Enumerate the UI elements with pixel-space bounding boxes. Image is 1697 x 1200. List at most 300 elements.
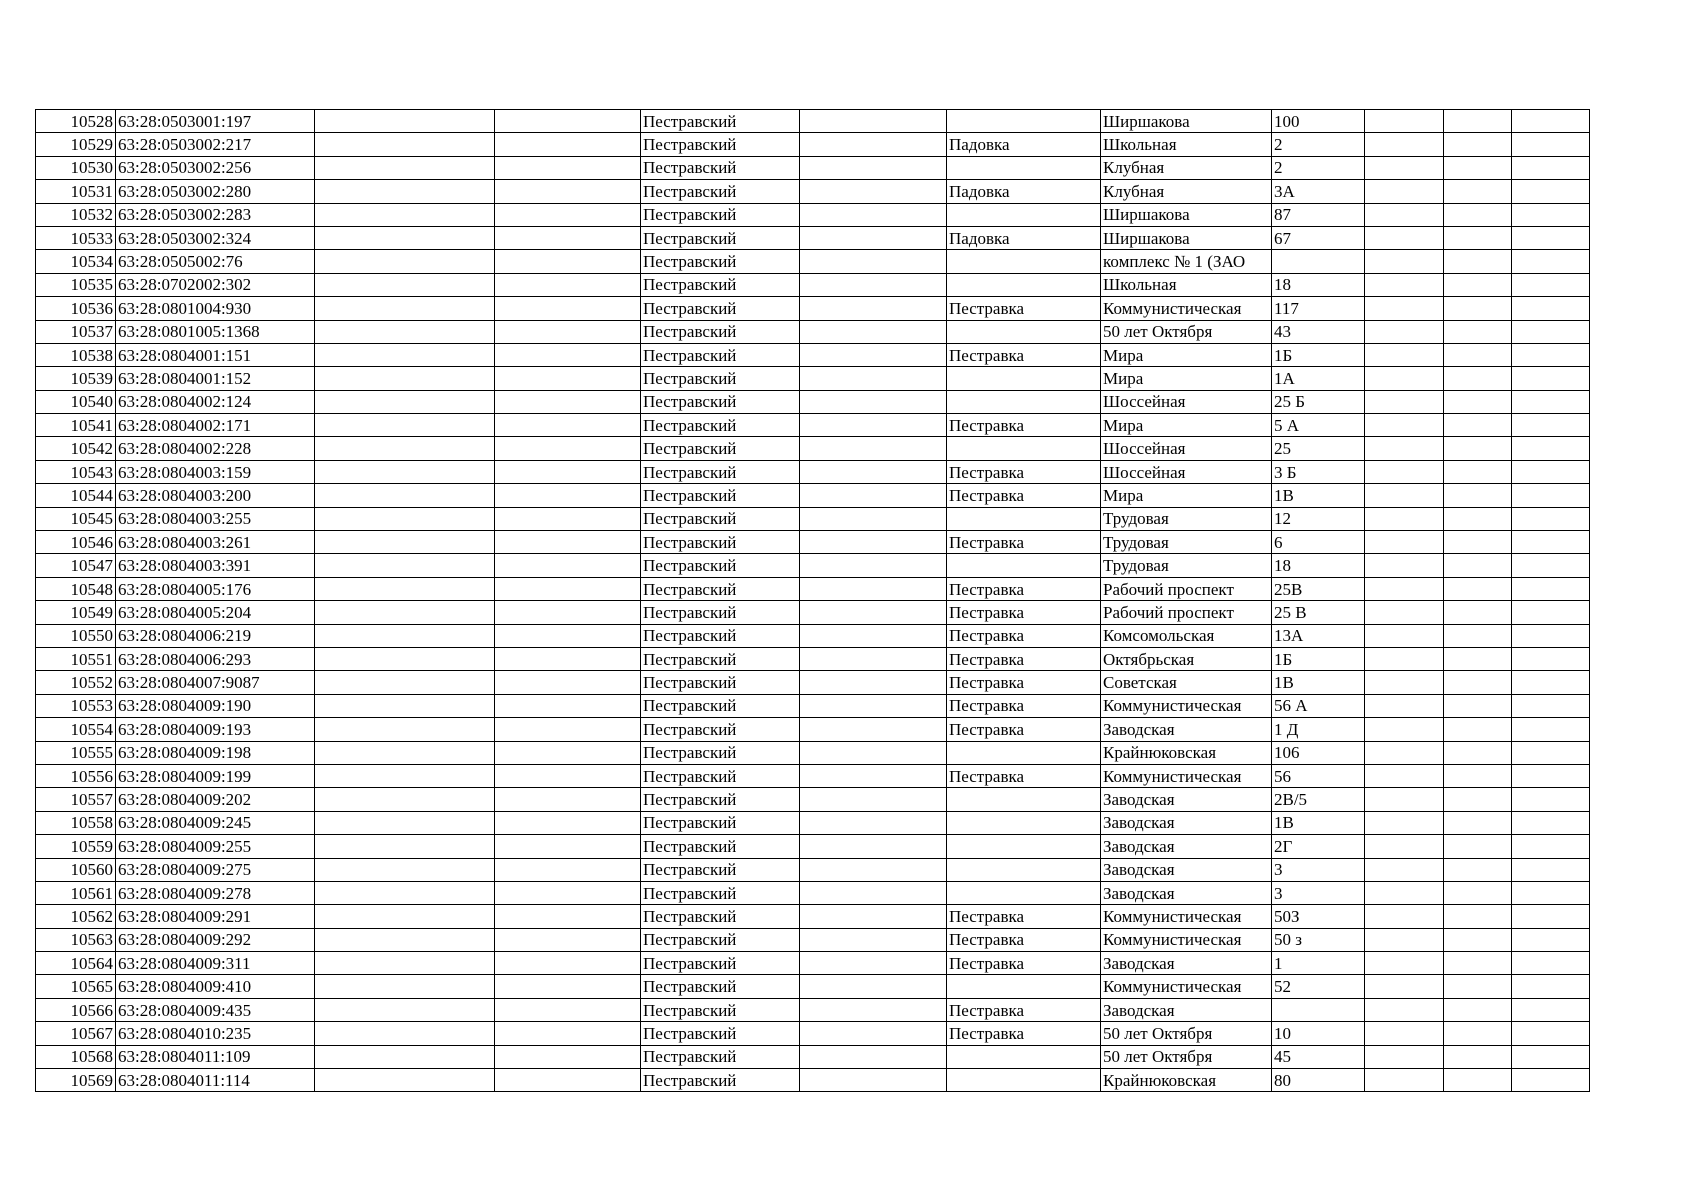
cell-row-number: 10549 bbox=[36, 601, 116, 624]
cell-col-11 bbox=[1444, 811, 1512, 834]
cell-cadastral-number: 63:28:0804001:151 bbox=[116, 343, 315, 366]
cell-row-number: 10536 bbox=[36, 297, 116, 320]
cell-col-12 bbox=[1512, 297, 1590, 320]
cell-col-3 bbox=[315, 133, 495, 156]
cell-row-number: 10553 bbox=[36, 694, 116, 717]
cell-col-3 bbox=[315, 1069, 495, 1092]
cell-row-number: 10547 bbox=[36, 554, 116, 577]
cell-settlement bbox=[947, 881, 1101, 904]
table-row bbox=[36, 694, 1590, 717]
cell-house-number: 106 bbox=[1272, 741, 1365, 764]
cell-street: Заводская bbox=[1101, 858, 1272, 881]
cell-settlement bbox=[947, 835, 1101, 858]
cell-col-6 bbox=[800, 203, 947, 226]
cell-col-10 bbox=[1365, 250, 1444, 273]
table-row bbox=[36, 601, 1590, 624]
cell-col-3 bbox=[315, 835, 495, 858]
cell-street: Коммунистическая bbox=[1101, 975, 1272, 998]
cell-col-4 bbox=[495, 718, 641, 741]
cell-col-10 bbox=[1365, 694, 1444, 717]
cell-row-number: 10551 bbox=[36, 647, 116, 670]
cell-row-number: 10567 bbox=[36, 1022, 116, 1045]
cell-col-10 bbox=[1365, 764, 1444, 787]
cell-col-12 bbox=[1512, 437, 1590, 460]
cell-house-number: 18 bbox=[1272, 554, 1365, 577]
cell-col-11 bbox=[1444, 671, 1512, 694]
cell-col-11 bbox=[1444, 226, 1512, 249]
table-row bbox=[36, 554, 1590, 577]
cell-cadastral-number: 63:28:0804002:124 bbox=[116, 390, 315, 413]
cell-cadastral-number: 63:28:0801004:930 bbox=[116, 297, 315, 320]
cell-settlement: Падовка bbox=[947, 226, 1101, 249]
cell-col-4 bbox=[495, 928, 641, 951]
cell-col-11 bbox=[1444, 577, 1512, 600]
cell-row-number: 10540 bbox=[36, 390, 116, 413]
cell-col-10 bbox=[1365, 577, 1444, 600]
cell-district: Пестравский bbox=[641, 671, 800, 694]
cell-col-3 bbox=[315, 928, 495, 951]
cell-district: Пестравский bbox=[641, 788, 800, 811]
table-row bbox=[36, 156, 1590, 179]
table-row bbox=[36, 203, 1590, 226]
cell-col-11 bbox=[1444, 531, 1512, 554]
cell-col-3 bbox=[315, 507, 495, 530]
cell-row-number: 10561 bbox=[36, 881, 116, 904]
cell-col-3 bbox=[315, 881, 495, 904]
cell-col-10 bbox=[1365, 601, 1444, 624]
cell-col-10 bbox=[1365, 507, 1444, 530]
cell-street: Комсомольская bbox=[1101, 624, 1272, 647]
cell-col-6 bbox=[800, 694, 947, 717]
cell-street: Мира bbox=[1101, 367, 1272, 390]
cell-col-11 bbox=[1444, 460, 1512, 483]
cell-cadastral-number: 63:28:0804009:198 bbox=[116, 741, 315, 764]
cell-col-10 bbox=[1365, 741, 1444, 764]
cell-col-3 bbox=[315, 905, 495, 928]
cell-house-number: 80 bbox=[1272, 1069, 1365, 1092]
cell-col-11 bbox=[1444, 952, 1512, 975]
cell-col-12 bbox=[1512, 811, 1590, 834]
cell-house-number: 56 А bbox=[1272, 694, 1365, 717]
cell-col-6 bbox=[800, 998, 947, 1021]
cell-col-3 bbox=[315, 577, 495, 600]
cell-row-number: 10541 bbox=[36, 414, 116, 437]
cell-col-4 bbox=[495, 531, 641, 554]
cell-street: Заводская bbox=[1101, 952, 1272, 975]
cell-district: Пестравский bbox=[641, 133, 800, 156]
cell-col-12 bbox=[1512, 835, 1590, 858]
cell-row-number: 10529 bbox=[36, 133, 116, 156]
cell-col-6 bbox=[800, 437, 947, 460]
cell-street: Крайнюковская bbox=[1101, 1069, 1272, 1092]
table-row bbox=[36, 460, 1590, 483]
cell-col-4 bbox=[495, 180, 641, 203]
cell-district: Пестравский bbox=[641, 273, 800, 296]
cell-row-number: 10554 bbox=[36, 718, 116, 741]
cell-col-10 bbox=[1365, 647, 1444, 670]
cell-row-number: 10534 bbox=[36, 250, 116, 273]
cell-district: Пестравский bbox=[641, 858, 800, 881]
table-row bbox=[36, 858, 1590, 881]
cell-street: Коммунистическая bbox=[1101, 928, 1272, 951]
table-row bbox=[36, 367, 1590, 390]
cell-col-3 bbox=[315, 531, 495, 554]
cell-col-4 bbox=[495, 320, 641, 343]
cell-col-12 bbox=[1512, 320, 1590, 343]
cell-house-number: 87 bbox=[1272, 203, 1365, 226]
cell-cadastral-number: 63:28:0804009:275 bbox=[116, 858, 315, 881]
cell-col-10 bbox=[1365, 460, 1444, 483]
cell-col-11 bbox=[1444, 390, 1512, 413]
table-row bbox=[36, 624, 1590, 647]
cell-row-number: 10528 bbox=[36, 110, 116, 133]
cell-street: Заводская bbox=[1101, 811, 1272, 834]
cell-district: Пестравский bbox=[641, 554, 800, 577]
cell-house-number: 1Б bbox=[1272, 343, 1365, 366]
cell-street: Шоссейная bbox=[1101, 437, 1272, 460]
cell-col-3 bbox=[315, 180, 495, 203]
cell-settlement bbox=[947, 367, 1101, 390]
cell-col-10 bbox=[1365, 1022, 1444, 1045]
cell-col-3 bbox=[315, 484, 495, 507]
cell-col-12 bbox=[1512, 975, 1590, 998]
cell-col-12 bbox=[1512, 531, 1590, 554]
cell-row-number: 10559 bbox=[36, 835, 116, 858]
cell-district: Пестравский bbox=[641, 390, 800, 413]
cell-col-12 bbox=[1512, 367, 1590, 390]
cell-settlement bbox=[947, 741, 1101, 764]
cell-col-6 bbox=[800, 928, 947, 951]
cell-district: Пестравский bbox=[641, 577, 800, 600]
cell-col-11 bbox=[1444, 1022, 1512, 1045]
cell-col-10 bbox=[1365, 110, 1444, 133]
cell-street: Мира bbox=[1101, 484, 1272, 507]
cell-col-3 bbox=[315, 414, 495, 437]
cell-col-6 bbox=[800, 390, 947, 413]
cell-col-12 bbox=[1512, 1069, 1590, 1092]
cell-col-10 bbox=[1365, 320, 1444, 343]
cell-col-3 bbox=[315, 390, 495, 413]
cell-col-12 bbox=[1512, 858, 1590, 881]
table-row bbox=[36, 881, 1590, 904]
cell-col-12 bbox=[1512, 1045, 1590, 1068]
cell-house-number: 3А bbox=[1272, 180, 1365, 203]
cell-district: Пестравский bbox=[641, 156, 800, 179]
cell-col-10 bbox=[1365, 226, 1444, 249]
cell-cadastral-number: 63:28:0804009:278 bbox=[116, 881, 315, 904]
cell-house-number bbox=[1272, 250, 1365, 273]
cell-col-10 bbox=[1365, 998, 1444, 1021]
cell-row-number: 10535 bbox=[36, 273, 116, 296]
cell-settlement bbox=[947, 1045, 1101, 1068]
cell-col-11 bbox=[1444, 110, 1512, 133]
cell-settlement: Пестравка bbox=[947, 647, 1101, 670]
table-body bbox=[36, 110, 1590, 1092]
cell-col-6 bbox=[800, 788, 947, 811]
cell-col-6 bbox=[800, 975, 947, 998]
table-row bbox=[36, 390, 1590, 413]
cell-col-6 bbox=[800, 811, 947, 834]
cell-cadastral-number: 63:28:0804009:292 bbox=[116, 928, 315, 951]
cell-col-6 bbox=[800, 554, 947, 577]
cell-district: Пестравский bbox=[641, 718, 800, 741]
cell-col-3 bbox=[315, 320, 495, 343]
cadastral-table bbox=[35, 109, 1590, 1092]
cell-cadastral-number: 63:28:0804010:235 bbox=[116, 1022, 315, 1045]
cell-col-11 bbox=[1444, 1045, 1512, 1068]
cell-col-4 bbox=[495, 905, 641, 928]
cell-col-3 bbox=[315, 554, 495, 577]
cell-col-3 bbox=[315, 858, 495, 881]
cell-col-6 bbox=[800, 133, 947, 156]
cell-col-11 bbox=[1444, 718, 1512, 741]
cell-col-12 bbox=[1512, 577, 1590, 600]
cell-district: Пестравский bbox=[641, 835, 800, 858]
cell-col-6 bbox=[800, 297, 947, 320]
cell-house-number: 10 bbox=[1272, 1022, 1365, 1045]
cell-col-3 bbox=[315, 437, 495, 460]
cell-col-4 bbox=[495, 811, 641, 834]
cell-cadastral-number: 63:28:0804003:255 bbox=[116, 507, 315, 530]
cell-cadastral-number: 63:28:0804009:410 bbox=[116, 975, 315, 998]
table-row bbox=[36, 484, 1590, 507]
cell-col-10 bbox=[1365, 554, 1444, 577]
cell-house-number: 1В bbox=[1272, 811, 1365, 834]
cell-row-number: 10546 bbox=[36, 531, 116, 554]
cell-col-6 bbox=[800, 858, 947, 881]
cell-settlement: Пестравка bbox=[947, 998, 1101, 1021]
cell-row-number: 10560 bbox=[36, 858, 116, 881]
cell-col-3 bbox=[315, 764, 495, 787]
cell-house-number: 1Б bbox=[1272, 647, 1365, 670]
cell-col-12 bbox=[1512, 718, 1590, 741]
cell-col-4 bbox=[495, 601, 641, 624]
cell-col-11 bbox=[1444, 764, 1512, 787]
cell-cadastral-number: 63:28:0804009:199 bbox=[116, 764, 315, 787]
cell-settlement: Пестравка bbox=[947, 343, 1101, 366]
cell-col-12 bbox=[1512, 788, 1590, 811]
cell-house-number bbox=[1272, 998, 1365, 1021]
cell-street: Рабочий проспект bbox=[1101, 577, 1272, 600]
cell-district: Пестравский bbox=[641, 507, 800, 530]
cell-district: Пестравский bbox=[641, 881, 800, 904]
table-row bbox=[36, 741, 1590, 764]
cell-row-number: 10564 bbox=[36, 952, 116, 975]
cell-settlement: Пестравка bbox=[947, 694, 1101, 717]
cell-col-6 bbox=[800, 273, 947, 296]
table-row bbox=[36, 764, 1590, 787]
cell-house-number: 12 bbox=[1272, 507, 1365, 530]
cell-col-4 bbox=[495, 250, 641, 273]
cell-col-11 bbox=[1444, 647, 1512, 670]
cell-col-11 bbox=[1444, 250, 1512, 273]
cell-col-3 bbox=[315, 718, 495, 741]
cell-district: Пестравский bbox=[641, 601, 800, 624]
cell-col-12 bbox=[1512, 764, 1590, 787]
table-row bbox=[36, 952, 1590, 975]
cell-col-12 bbox=[1512, 624, 1590, 647]
cell-district: Пестравский bbox=[641, 1069, 800, 1092]
cell-row-number: 10544 bbox=[36, 484, 116, 507]
cell-col-11 bbox=[1444, 180, 1512, 203]
cell-col-6 bbox=[800, 226, 947, 249]
cell-col-10 bbox=[1365, 835, 1444, 858]
table-row bbox=[36, 811, 1590, 834]
cell-settlement bbox=[947, 203, 1101, 226]
cell-row-number: 10563 bbox=[36, 928, 116, 951]
cell-col-10 bbox=[1365, 414, 1444, 437]
table-row bbox=[36, 180, 1590, 203]
cell-col-3 bbox=[315, 671, 495, 694]
cell-col-3 bbox=[315, 273, 495, 296]
cell-cadastral-number: 63:28:0804007:9087 bbox=[116, 671, 315, 694]
cell-street: Шоссейная bbox=[1101, 390, 1272, 413]
cell-col-6 bbox=[800, 343, 947, 366]
cell-col-6 bbox=[800, 905, 947, 928]
cell-col-10 bbox=[1365, 905, 1444, 928]
table-row bbox=[36, 507, 1590, 530]
cell-row-number: 10531 bbox=[36, 180, 116, 203]
cell-col-6 bbox=[800, 741, 947, 764]
cell-cadastral-number: 63:28:0503002:217 bbox=[116, 133, 315, 156]
cell-col-10 bbox=[1365, 133, 1444, 156]
cell-street: Клубная bbox=[1101, 156, 1272, 179]
cell-district: Пестравский bbox=[641, 250, 800, 273]
cell-col-4 bbox=[495, 975, 641, 998]
cell-cadastral-number: 63:28:0804009:311 bbox=[116, 952, 315, 975]
cell-cadastral-number: 63:28:0503002:280 bbox=[116, 180, 315, 203]
cell-house-number: 25В bbox=[1272, 577, 1365, 600]
cell-row-number: 10569 bbox=[36, 1069, 116, 1092]
cell-district: Пестравский bbox=[641, 297, 800, 320]
cell-street: Крайнюковская bbox=[1101, 741, 1272, 764]
cell-col-11 bbox=[1444, 624, 1512, 647]
cell-row-number: 10548 bbox=[36, 577, 116, 600]
cell-house-number: 100 bbox=[1272, 110, 1365, 133]
cell-col-4 bbox=[495, 460, 641, 483]
cell-row-number: 10565 bbox=[36, 975, 116, 998]
cell-col-12 bbox=[1512, 601, 1590, 624]
cell-cadastral-number: 63:28:0804003:200 bbox=[116, 484, 315, 507]
cell-col-6 bbox=[800, 835, 947, 858]
cell-col-6 bbox=[800, 180, 947, 203]
cell-col-11 bbox=[1444, 297, 1512, 320]
cell-col-6 bbox=[800, 624, 947, 647]
cell-cadastral-number: 63:28:0804005:176 bbox=[116, 577, 315, 600]
cell-col-12 bbox=[1512, 952, 1590, 975]
cell-district: Пестравский bbox=[641, 367, 800, 390]
cell-col-12 bbox=[1512, 203, 1590, 226]
table-row bbox=[36, 835, 1590, 858]
cell-house-number: 52 bbox=[1272, 975, 1365, 998]
cell-street: Советская bbox=[1101, 671, 1272, 694]
cell-col-12 bbox=[1512, 881, 1590, 904]
cell-house-number: 5 А bbox=[1272, 414, 1365, 437]
cell-street: Заводская bbox=[1101, 998, 1272, 1021]
cell-house-number: 18 bbox=[1272, 273, 1365, 296]
cell-settlement bbox=[947, 156, 1101, 179]
cell-col-11 bbox=[1444, 437, 1512, 460]
cell-col-4 bbox=[495, 110, 641, 133]
cell-col-6 bbox=[800, 577, 947, 600]
cell-house-number: 1В bbox=[1272, 484, 1365, 507]
cell-settlement: Пестравка bbox=[947, 531, 1101, 554]
cell-row-number: 10537 bbox=[36, 320, 116, 343]
cell-col-10 bbox=[1365, 297, 1444, 320]
cell-row-number: 10543 bbox=[36, 460, 116, 483]
cell-col-10 bbox=[1365, 881, 1444, 904]
cell-col-4 bbox=[495, 671, 641, 694]
cell-col-11 bbox=[1444, 835, 1512, 858]
cell-cadastral-number: 63:28:0804002:171 bbox=[116, 414, 315, 437]
cell-cadastral-number: 63:28:0804011:109 bbox=[116, 1045, 315, 1068]
cell-col-12 bbox=[1512, 741, 1590, 764]
table-row bbox=[36, 320, 1590, 343]
cell-col-12 bbox=[1512, 180, 1590, 203]
cell-row-number: 10555 bbox=[36, 741, 116, 764]
cell-col-6 bbox=[800, 156, 947, 179]
cell-row-number: 10539 bbox=[36, 367, 116, 390]
cell-settlement: Пестравка bbox=[947, 1022, 1101, 1045]
cell-col-6 bbox=[800, 414, 947, 437]
cell-col-6 bbox=[800, 507, 947, 530]
cell-col-11 bbox=[1444, 601, 1512, 624]
cell-settlement: Пестравка bbox=[947, 671, 1101, 694]
cell-col-3 bbox=[315, 203, 495, 226]
cell-street: Трудовая bbox=[1101, 554, 1272, 577]
cell-col-4 bbox=[495, 226, 641, 249]
cell-col-4 bbox=[495, 1045, 641, 1068]
cell-col-4 bbox=[495, 998, 641, 1021]
cell-col-6 bbox=[800, 952, 947, 975]
cell-col-11 bbox=[1444, 484, 1512, 507]
cell-col-4 bbox=[495, 764, 641, 787]
cell-settlement: Пестравка bbox=[947, 905, 1101, 928]
cell-col-4 bbox=[495, 156, 641, 179]
cell-street: Трудовая bbox=[1101, 531, 1272, 554]
cell-district: Пестравский bbox=[641, 952, 800, 975]
cell-col-11 bbox=[1444, 320, 1512, 343]
cell-settlement: Падовка bbox=[947, 180, 1101, 203]
cell-col-10 bbox=[1365, 390, 1444, 413]
cell-street: комплекс № 1 (ЗАО bbox=[1101, 250, 1272, 273]
cell-cadastral-number: 63:28:0804005:204 bbox=[116, 601, 315, 624]
cell-col-11 bbox=[1444, 554, 1512, 577]
table-row bbox=[36, 718, 1590, 741]
cell-house-number: 25 Б bbox=[1272, 390, 1365, 413]
cell-cadastral-number: 63:28:0804003:391 bbox=[116, 554, 315, 577]
cell-street: 50 лет Октября bbox=[1101, 320, 1272, 343]
table-row bbox=[36, 531, 1590, 554]
cell-col-4 bbox=[495, 484, 641, 507]
cell-col-3 bbox=[315, 741, 495, 764]
cell-col-4 bbox=[495, 554, 641, 577]
cell-col-4 bbox=[495, 1022, 641, 1045]
cell-settlement bbox=[947, 437, 1101, 460]
cell-cadastral-number: 63:28:0804011:114 bbox=[116, 1069, 315, 1092]
cell-house-number: 2В/5 bbox=[1272, 788, 1365, 811]
cell-street: Заводская bbox=[1101, 788, 1272, 811]
table-row bbox=[36, 273, 1590, 296]
cell-col-6 bbox=[800, 671, 947, 694]
cell-row-number: 10542 bbox=[36, 437, 116, 460]
cell-settlement: Пестравка bbox=[947, 460, 1101, 483]
cell-district: Пестравский bbox=[641, 531, 800, 554]
cell-street: Коммунистическая bbox=[1101, 297, 1272, 320]
cell-row-number: 10557 bbox=[36, 788, 116, 811]
cell-settlement bbox=[947, 250, 1101, 273]
cell-house-number: 6 bbox=[1272, 531, 1365, 554]
